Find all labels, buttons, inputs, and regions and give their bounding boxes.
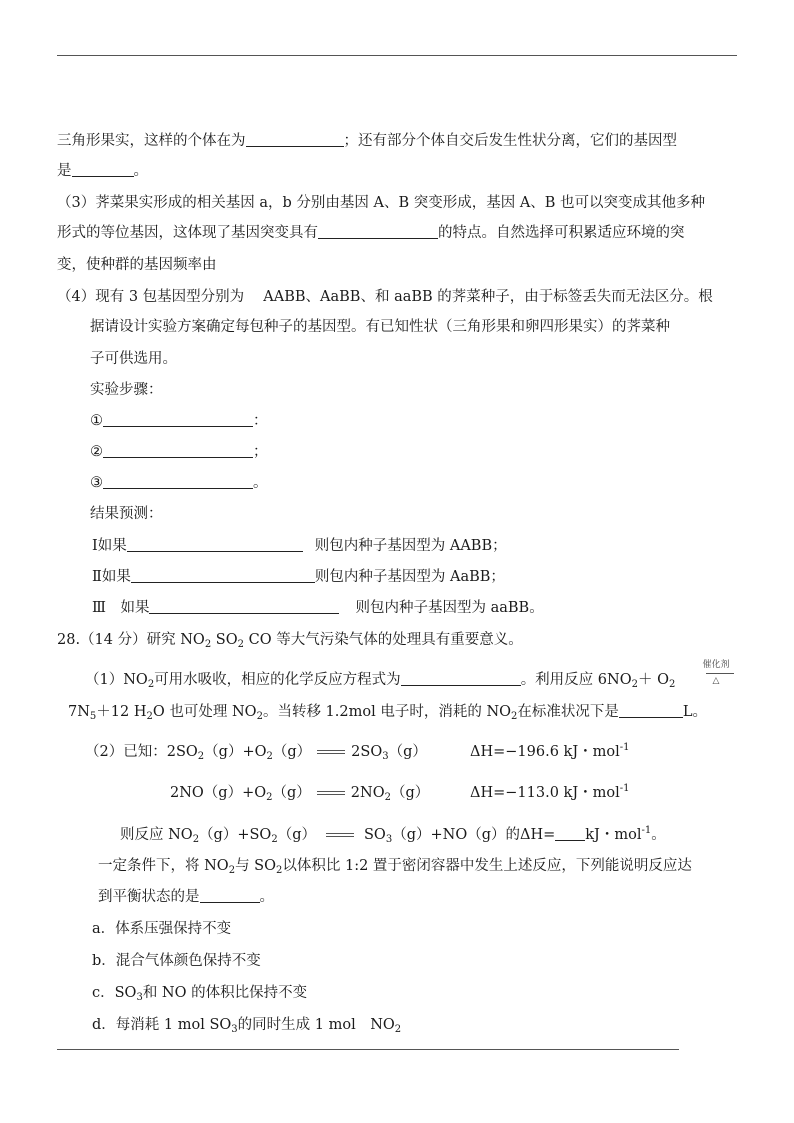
text-line: 子可供选用。 — [90, 351, 177, 367]
condition-line-2: 到平衡状态的是 。 — [98, 889, 274, 905]
answer-blank[interactable] — [401, 671, 521, 686]
result-2: Ⅱ如果 则包内种子基因型为 AaBB； — [92, 569, 505, 585]
option-b[interactable]: b．混合气体颜色保持不变 — [92, 953, 261, 969]
target-reaction: 则反应 $NO_2(g)+SO_2(g)$ $SO_3(g)+NO(g)$的ΔH= kJ・mol$^{-1}$。 — [120, 825, 666, 845]
equilibrium-arrow-icon — [317, 788, 345, 798]
catalyst-label: 催化剂 — [702, 660, 730, 670]
delta-h-1: ΔH=−196.6 kJ・mol$^{-1}$ — [470, 742, 630, 760]
text-line: 实验步骤： — [90, 382, 163, 398]
answer-blank[interactable] — [103, 443, 253, 458]
result-title: 结果预测： — [90, 506, 163, 522]
result-3: Ⅲ 如果 则包内种子基因型为 aaBB。 — [92, 600, 544, 616]
equilibrium-arrow-icon — [317, 747, 345, 757]
text-line: 形式的等位基因，这体现了基因突变具有 的特点。自然选择可积累适应环境的突 — [57, 225, 685, 241]
known-eq-1: （2）已知：$2SO_2(g)+O_2(g)$ $2SO_3(g)$ — [85, 744, 427, 762]
option-a[interactable]: a．体系压强保持不变 — [92, 921, 232, 937]
step-1: ① ： — [90, 413, 268, 429]
option-d[interactable]: d．每消耗 1 mol $SO_3$的同时生成 1 mol $NO_2$ — [92, 1017, 402, 1035]
answer-blank[interactable] — [318, 224, 438, 239]
step-3: ③ 。 — [90, 475, 268, 491]
heat-symbol: △ — [712, 676, 720, 686]
question-28-head: 28.（14 分）研究 $NO_2$ $SO_2$ CO 等大气污染气体的处理具有重要意义。 — [57, 632, 523, 650]
answer-blank[interactable] — [72, 162, 134, 177]
equilibrium-arrow-icon — [326, 830, 354, 840]
condition-line-1: 一定条件下，将 $NO_2$与 $SO_2$以体积比 1:2 置于密闭容器中发生上述反应，下列能说明反应达 — [98, 858, 692, 876]
answer-blank[interactable] — [149, 599, 339, 614]
text-line: 据请设计实验方案确定每包种子的基因型。有已知性状（三角形果和卵四形果实）的荠菜种 — [90, 319, 670, 335]
option-c[interactable]: c．$SO_3$和 NO 的体积比保持不变 — [92, 985, 308, 1003]
answer-blank[interactable] — [555, 826, 585, 841]
text-line: （3）荠菜果实形成的相关基因 a，b 分别由基因 A、B 突变形成，基因 A、B 也可以突变成其他多种 — [57, 195, 706, 211]
footer-rule — [57, 1049, 679, 1050]
answer-blank[interactable] — [103, 474, 253, 489]
step-2: ② ； — [90, 444, 268, 460]
q28-line-2: $7N_5+12$ $H_2O$ 也可处理 $NO_2$。当转移 1.2mol 电子时，消耗的 $NO_2$在标准状况下是 L。 — [68, 704, 708, 722]
header-rule — [57, 55, 737, 56]
answer-blank[interactable] — [200, 888, 260, 903]
text-line: 变，使种群的基因频率由 — [57, 257, 217, 273]
answer-blank[interactable] — [103, 412, 253, 427]
delta-h-2: ΔH=−113.0 kJ・mol$^{-1}$ — [470, 783, 630, 801]
text-line: 是 。 — [57, 163, 148, 179]
answer-blank[interactable] — [131, 568, 315, 583]
known-eq-2: $2NO(g)+O_2(g)$ $2NO_2(g)$ — [170, 785, 430, 803]
answer-blank[interactable] — [246, 132, 344, 147]
text-line: （4）现有 3 包基因型分别为 AABB、AaBB、和 aaBB 的荠菜种子，由于标签丢失而无法区分。根 — [57, 289, 713, 305]
answer-blank[interactable] — [619, 703, 683, 718]
result-1: Ⅰ如果 则包内种子基因型为 AABB； — [92, 538, 507, 554]
q28-line-1: $(1)NO_2$可用水吸收，相应的化学反应方程式为 。利用反应 $6NO_2+ O_2$ — [85, 672, 676, 690]
text-line: 三角形果实，这样的个体在为 ；还有部分个体自交后发生性状分离，它们的基因型 — [57, 133, 677, 149]
answer-blank[interactable] — [127, 537, 303, 552]
